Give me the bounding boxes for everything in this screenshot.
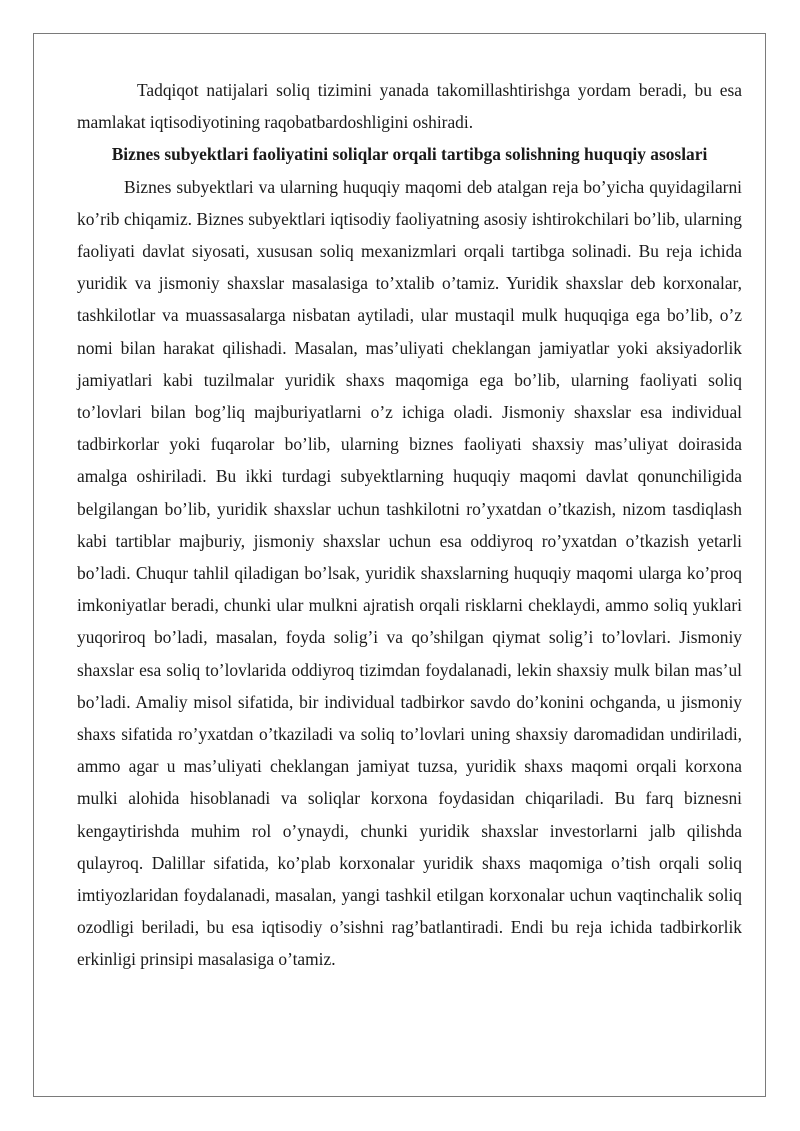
body-paragraph: Biznes subyektlari va ularning huquqiy maqomi deb atalgan reja bo’yicha quyidagilarni ko’rib chiqamiz. Biznes subyektlari iqtisodiy faoliyatning asosiy ishtirokchilari bo’lib, ularning faoliyati davlat siyosati, xususan soliq mexanizmlari orqali tartibga solinadi. Bu reja ichida yuridik va jismoniy shaxslar masalasiga to’xtalib o’tamiz. Yuridik shaxslar deb korxonalar, tashkilotlar va muassasalarga nisbatan aytiladi, ular mustaqil mulk huquqiga ega bo’lib, o’z nomi bilan harakat qilishadi. Masalan, mas’uliyati cheklangan jamiyatlar yoki aksiyadorlik jamiyatlari kabi tuzilmalar yuridik shaxs maqomiga ega bo’lib, ularning faoliyati soliq to’lovlari bilan bog’liq majburiyatlarni o’z ichiga oladi. Jismoniy shaxslar esa individual tadbirkorlar yoki fuqarolar bo’lib, ularning biznes faoliyati shaxsiy mas’uliyat doirasida amalga oshiriladi. Bu ikki turdagi subyektlarning huquqiy maqomi davlat qonunchiligida belgilangan bo’lib, yuridik shaxslar uchun tashkilotni ro’yxatdan o’tkazish, nizom tasdiqlash kabi tartiblar majburiy, jismoniy shaxslar uchun esa oddiyroq ro’yxatdan o’tkazish yetarli bo’ladi. Chuqur tahlil qiladigan bo’lsak, yuridik shaxslarning huquqiy maqomi ularga ko’proq imkoniyatlar beradi, chunki ular mulkni ajratish orqali risklarni cheklaydi, ammo soliq yuklari yuqoriroq bo’ladi, masalan, foyda solig’i va qo’shilgan qiymat solig’i to’lovlari. Jismoniy shaxslar esa soliq to’lovlarida oddiyroq tizimdan foydalanadi, lekin shaxsiy mulk bilan mas’ul bo’ladi. Amaliy misol sifatida, bir individual tadbirkor savdo do’konini ochganda, u jismoniy shaxs sifatida ro’yxatdan o’tkaziladi va soliq to’lovlari uning shaxsiy daromadidan undiriladi, ammo agar u mas’uliyati cheklangan jamiyat tuzsa, yuridik shaxs maqomi orqali korxona mulki alohida hisoblanadi va soliqlar korxona foydasidan chiqariladi. Bu farq biznesni kengaytirishda muhim rol o’ynaydi, chunki yuridik shaxslar investorlarni jalb qilishda qulayroq. Dalillar sifatida, ko’plab korxonalar yuridik shaxs maqomiga o’tish orqali soliq imtiyozlaridan foydalanadi, masalan, yangi tashkil etilgan korxonalar uchun vaqtinchalik soliq ozodligi beriladi, bu esa iqtisodiy o’sishni rag’batlantiradi. Endi bu reja ichida tadbirkorlik erkinligi prinsipi masalasiga o’tamiz. <box>77 176 742 970</box>
document-body <box>77 74 742 976</box>
intro-paragraph: Tadqiqot natijalari soliq tizimini yanada takomillashtirishga yordam beradi, bu esa mamlakat iqtisodiyotining raqobatbardoshligini oshiradi. <box>77 80 742 133</box>
section-heading: Biznes subyektlari faoliyatini soliqlar orqali tartibga solishning huquqiy asoslari <box>111 144 708 165</box>
